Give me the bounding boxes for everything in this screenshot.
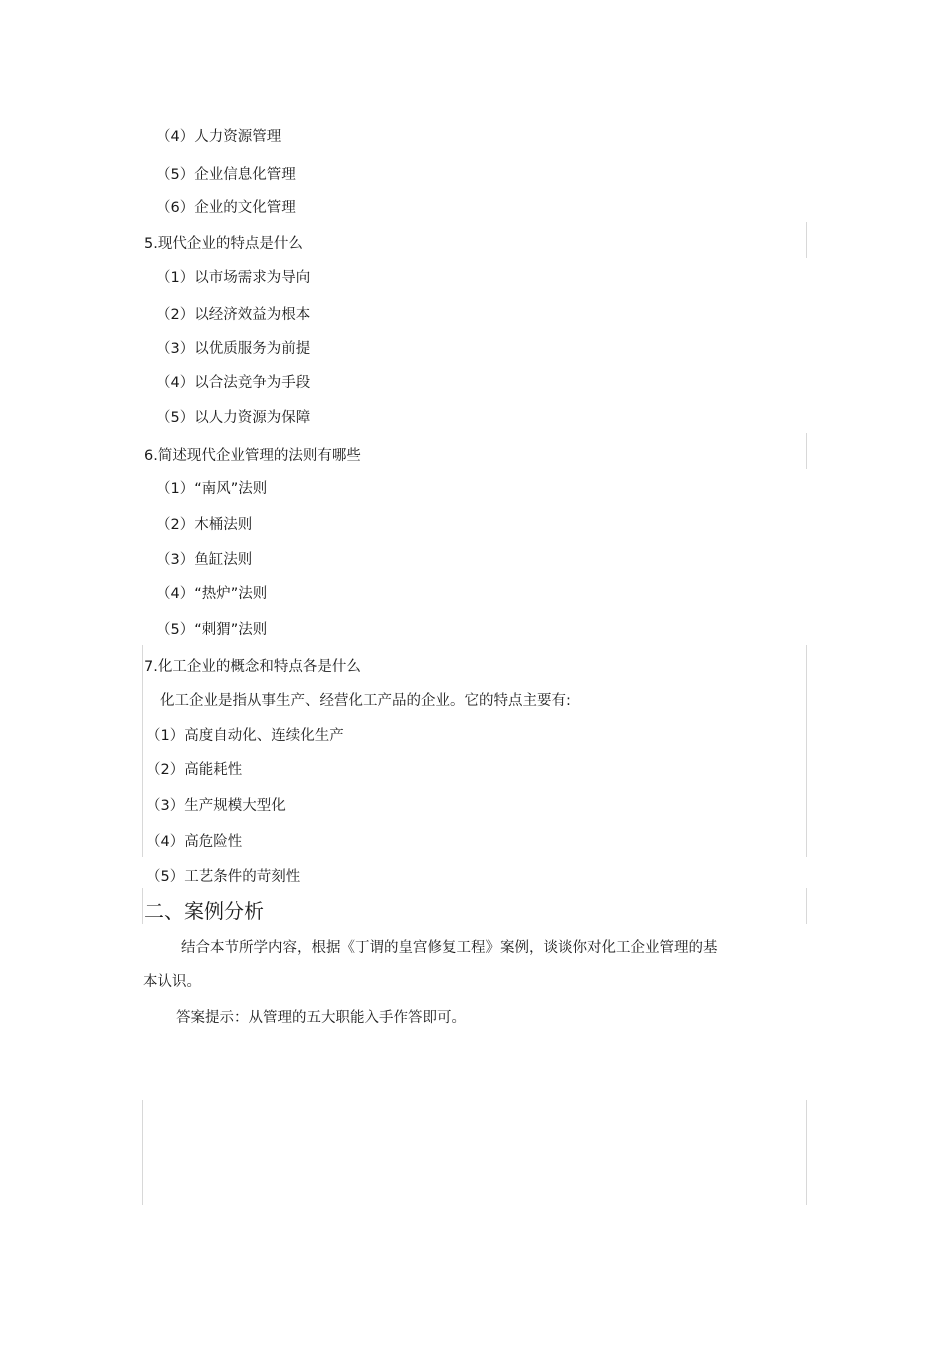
list-item: （4）人力资源管理 <box>156 129 282 145</box>
margin-rule-left <box>142 1100 143 1205</box>
margin-rule-right <box>806 1100 807 1205</box>
section-heading: 二、案例分析 <box>144 899 264 923</box>
list-item: （1）以市场需求为导向 <box>156 270 311 286</box>
paragraph: 答案提示：从管理的五大职能入手作答即可。 <box>176 1010 466 1026</box>
question-heading: 6.简述现代企业管理的法则有哪些 <box>144 448 361 464</box>
list-item: （3）鱼缸法则 <box>156 552 253 568</box>
list-item: （4）以合法竞争为手段 <box>156 375 311 391</box>
list-item: （4）“热炉”法则 <box>156 586 268 602</box>
paragraph: 本认识。 <box>143 974 201 990</box>
list-item: （2）高能耗性 <box>146 762 243 778</box>
list-item: （5）工艺条件的苛刻性 <box>146 869 301 885</box>
list-item: （3）以优质服务为前提 <box>156 341 311 357</box>
paragraph: 结合本节所学内容，根据《丁谓的皇宫修复工程》案例，谈谈你对化工企业管理的基 <box>181 940 718 956</box>
question-heading: 5.现代企业的特点是什么 <box>144 236 303 252</box>
margin-rule-right <box>806 645 807 857</box>
margin-rule-right <box>806 433 807 469</box>
margin-rule-right <box>806 888 807 924</box>
list-item: （2）木桶法则 <box>156 517 253 533</box>
margin-rule-right <box>806 222 807 258</box>
margin-rule-left <box>142 645 143 857</box>
list-item: （1）“南风”法则 <box>156 481 268 497</box>
list-item: （6）企业的文化管理 <box>156 200 296 216</box>
list-item: （2）以经济效益为根本 <box>156 307 311 323</box>
list-item: （1）高度自动化、连续化生产 <box>146 728 344 744</box>
margin-rule-left <box>142 888 143 924</box>
question-heading: 7.化工企业的概念和特点各是什么 <box>144 659 361 675</box>
paragraph: 化工企业是指从事生产、经营化工产品的企业。它的特点主要有: <box>160 693 571 709</box>
list-item: （5）“刺猬”法则 <box>156 622 268 638</box>
list-item: （5）以人力资源为保障 <box>156 410 311 426</box>
list-item: （3）生产规模大型化 <box>146 798 286 814</box>
list-item: （4）高危险性 <box>146 834 243 850</box>
list-item: （5）企业信息化管理 <box>156 167 296 183</box>
